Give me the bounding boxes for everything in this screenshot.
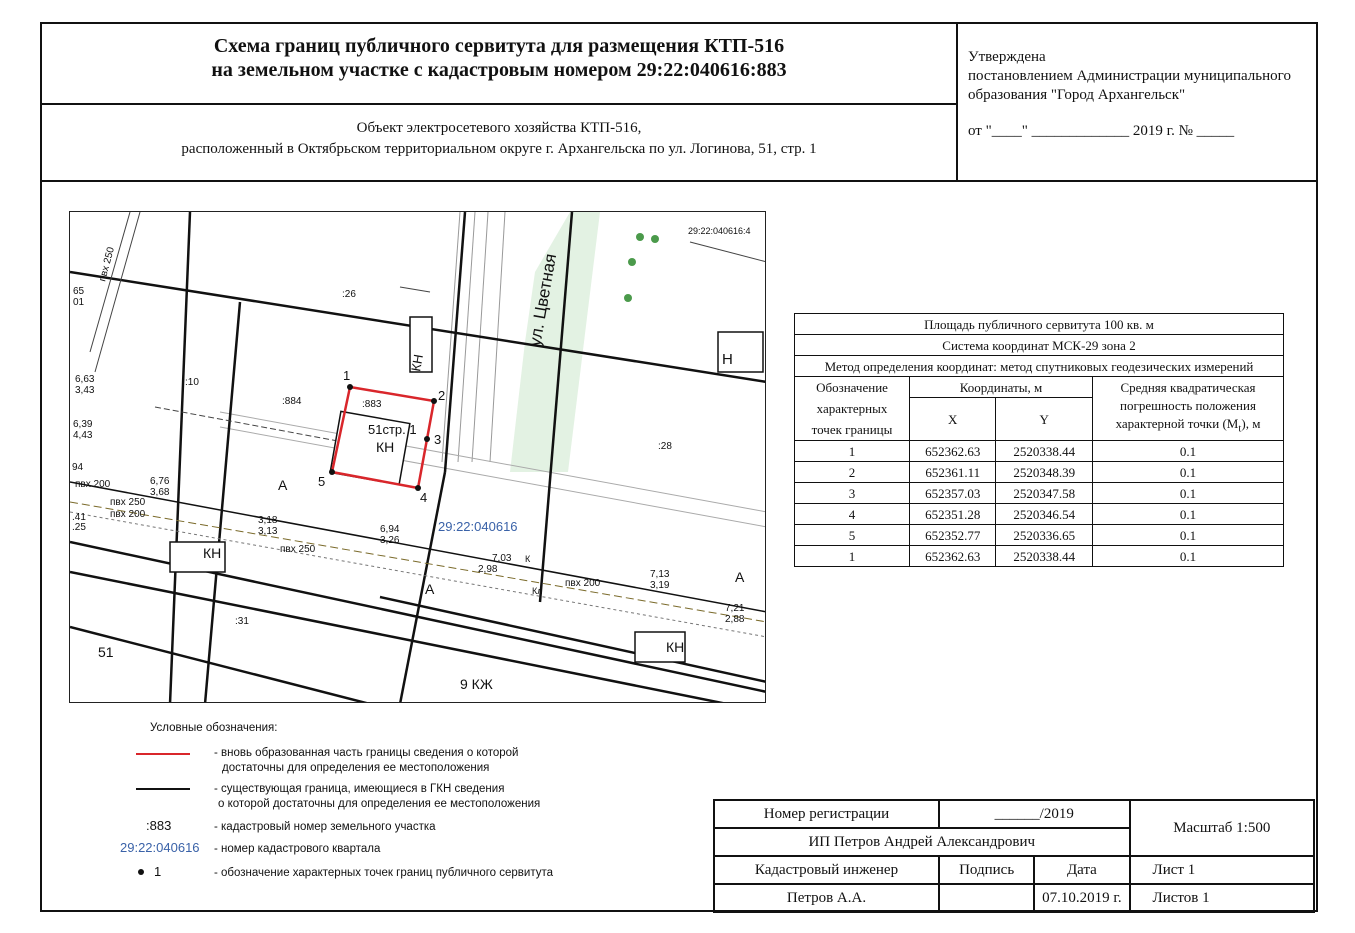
col-error-header: [1093, 377, 1284, 441]
building-label: 51стр. 1: [368, 422, 417, 437]
table-row: 1 652362.63 2520338.44 0.1: [795, 546, 1284, 567]
legend-parcel-symbol: :883: [146, 818, 172, 833]
quarter-label: 29:22:040616: [438, 519, 518, 534]
stamp-reg-value: ______/2019: [939, 800, 1130, 828]
stamp-engineer: Петров А.А.: [714, 884, 939, 912]
approval-line-3: образования "Город Архангельск": [968, 87, 1186, 103]
pvh-5: пвх 250: [280, 544, 316, 555]
table-row: 4 652351.28 2520346.54 0.1: [795, 504, 1284, 525]
document-title: [42, 34, 956, 82]
dim-17: 65: [73, 286, 85, 297]
h-label: Н: [722, 351, 733, 368]
a-label-1: А: [278, 477, 288, 493]
legend-red-text: [214, 746, 518, 776]
col-coords-header: Координаты, м: [910, 377, 1093, 398]
col-point-header-l1: Обозначение: [816, 380, 888, 395]
method-row: Метод определения координат: метод спутниковых геодезических измерений: [795, 356, 1284, 377]
dim-21: .25: [72, 522, 86, 533]
stamp-engineer-label: Кадастровый инженер: [714, 856, 939, 884]
point-3: [424, 436, 430, 442]
dim-2: 3,68: [150, 487, 170, 498]
a-label-2: А: [425, 581, 435, 597]
col-y-header: Y: [996, 398, 1093, 441]
pvh-4: пвх 200: [565, 578, 601, 589]
dim-15: 6,39: [73, 419, 93, 430]
dim-16: 4,43: [73, 430, 93, 441]
stamp-sign-label: Подпись: [939, 856, 1034, 884]
pvh-6: пвх 200: [110, 509, 146, 520]
dim-18: 01: [73, 297, 85, 308]
point-label-3: 3: [434, 432, 442, 447]
legend-black-l2: о которой достаточны для определения ее местоположения: [218, 798, 541, 810]
stamp-sheets: Листов 1: [1130, 884, 1314, 912]
house-51: 51: [98, 644, 114, 660]
col-point-header-l3: точек границы: [811, 422, 893, 437]
system-row: Система координат МСК-29 зона 2: [795, 335, 1284, 356]
kn-label-4: КН: [666, 639, 685, 655]
pvh-1: пвх 250: [97, 245, 118, 283]
title-line-2: на земельном участке с кадастровым номером 29:22:040616:883: [211, 59, 787, 81]
point-label-5: 5: [318, 474, 326, 489]
parcel-31: :31: [235, 616, 249, 627]
approval-line-2: постановлением Администрации муниципального: [968, 68, 1291, 84]
col-error-header-l3: характерной точки $(M_t)$, м: [1115, 416, 1261, 435]
col-point-header-l2: характерных: [816, 401, 888, 416]
kzh-label: 9 КЖ: [460, 676, 493, 692]
pvh-2: пвх 200: [75, 479, 111, 490]
kl-label: Кл: [532, 586, 543, 596]
street-label: ул. Цветная: [525, 252, 561, 348]
existing-boundaries: [70, 212, 766, 703]
legend-red-l1: - вновь образованная часть границы сведения о которой: [214, 747, 519, 759]
dim-13: 6,63: [75, 374, 95, 385]
stamp-scale: Масштаб 1:500: [1130, 800, 1314, 856]
point-5: [329, 469, 335, 475]
dim-6: 3,26: [380, 535, 400, 546]
legend-point-text: - обозначение характерных точек границ публичного сервитута: [214, 867, 554, 879]
coordinates-table: [794, 313, 1284, 567]
col-x-header: X: [910, 398, 996, 441]
stamp-date: 07.10.2019 г.: [1034, 884, 1129, 912]
approval-date: от "____" _____________ 2019 г. № _____: [968, 123, 1235, 139]
kn-label-3: КН: [203, 545, 222, 561]
kn-label-1: КН: [376, 439, 395, 455]
col-error-header-l2: погрешность положения: [1120, 398, 1256, 414]
kn-label-2: КН: [408, 353, 426, 373]
approval-block: [968, 48, 1313, 141]
legend-point-symbol: 1: [154, 864, 162, 879]
object-line-2: расположенный в Октябрьском территориальном округе г. Архангельска по ул. Логинова, 51, стр. 1: [181, 141, 817, 157]
stamp-date-label: Дата: [1034, 856, 1129, 884]
dim-12: 2,88: [725, 614, 745, 625]
parcel-26: :26: [342, 289, 356, 300]
area-row: Площадь публичного сервитута 100 кв. м: [795, 314, 1284, 335]
col-error-header-l1: Средняя квадратическая: [1120, 380, 1256, 396]
legend-black-l1: - существующая граница, имеющиеся в ГКН сведения: [214, 783, 505, 795]
approval-line-1: Утверждена: [968, 49, 1046, 65]
parcel-4: 29:22:040616:4: [688, 226, 751, 236]
stamp-company: ИП Петров Андрей Александрович: [714, 828, 1130, 856]
a-label-3: А: [735, 569, 745, 585]
legend-red-l2: достаточны для определения ее местоположения: [222, 762, 490, 774]
tree-icons: [624, 233, 659, 302]
table-row: 1 652362.63 2520338.44 0.1: [795, 441, 1284, 462]
dim-5: 6,94: [380, 524, 400, 535]
stamp-reg-label: Номер регистрации: [714, 800, 939, 828]
k-label: К: [525, 554, 531, 564]
legend-quarter-symbol: 29:22:040616: [120, 840, 200, 855]
dim-9: 7,13: [650, 569, 670, 580]
dim-7: 7,03: [492, 553, 512, 564]
table-row: 3 652357.03 2520347.58 0.1: [795, 483, 1284, 504]
stamp-sheet: Лист 1: [1130, 856, 1314, 884]
point-label-2: 2: [438, 388, 446, 403]
dim-4: 3,13: [258, 526, 278, 537]
header-divider: [40, 103, 956, 105]
dim-19: 94: [72, 462, 84, 473]
cadastral-map: [69, 211, 766, 703]
parcel-28: :28: [658, 441, 672, 452]
header-vertical-divider: [956, 22, 958, 182]
title-block: [713, 799, 1315, 913]
object-line-1: Объект электросетевого хозяйства КТП-516,: [356, 120, 642, 136]
stamp-signature: [939, 884, 1034, 912]
legend-parcel-text: - кадастровый номер земельного участка: [214, 821, 436, 833]
legend-point-dot-icon: [138, 869, 144, 875]
point-1: [347, 384, 353, 390]
point-label-1: 1: [343, 368, 351, 383]
parcel-883: :883: [362, 399, 382, 410]
legend-quarter-text: - номер кадастрового квартала: [214, 843, 381, 855]
header-bottom-line: [40, 180, 1318, 182]
legend-red-line: [136, 753, 190, 755]
title-line-1: Схема границ публичного сервитута для размещения КТП-516: [213, 35, 785, 57]
parcel-884: :884: [282, 396, 302, 407]
dim-1: 6,76: [150, 476, 170, 487]
pvh-3: пвх 250: [110, 497, 146, 508]
table-row: 2 652361.11 2520348.39 0.1: [795, 462, 1284, 483]
dim-3: 3,18: [258, 515, 278, 526]
legend-title: Условные обозначения:: [150, 722, 278, 734]
legend-black-line: [136, 788, 190, 790]
col-point-header: [795, 377, 910, 441]
point-label-4: 4: [420, 490, 428, 505]
point-2: [431, 398, 437, 404]
table-row: 5 652352.77 2520336.65 0.1: [795, 525, 1284, 546]
dim-8: 2,98: [478, 564, 498, 575]
dim-14: 3,43: [75, 385, 95, 396]
dim-20: .41: [72, 512, 86, 523]
object-description: [42, 118, 956, 160]
legend-black-text: [214, 782, 540, 812]
dim-11: 7,21: [725, 603, 745, 614]
dim-10: 3,19: [650, 580, 670, 591]
parcel-10: :10: [185, 377, 199, 388]
